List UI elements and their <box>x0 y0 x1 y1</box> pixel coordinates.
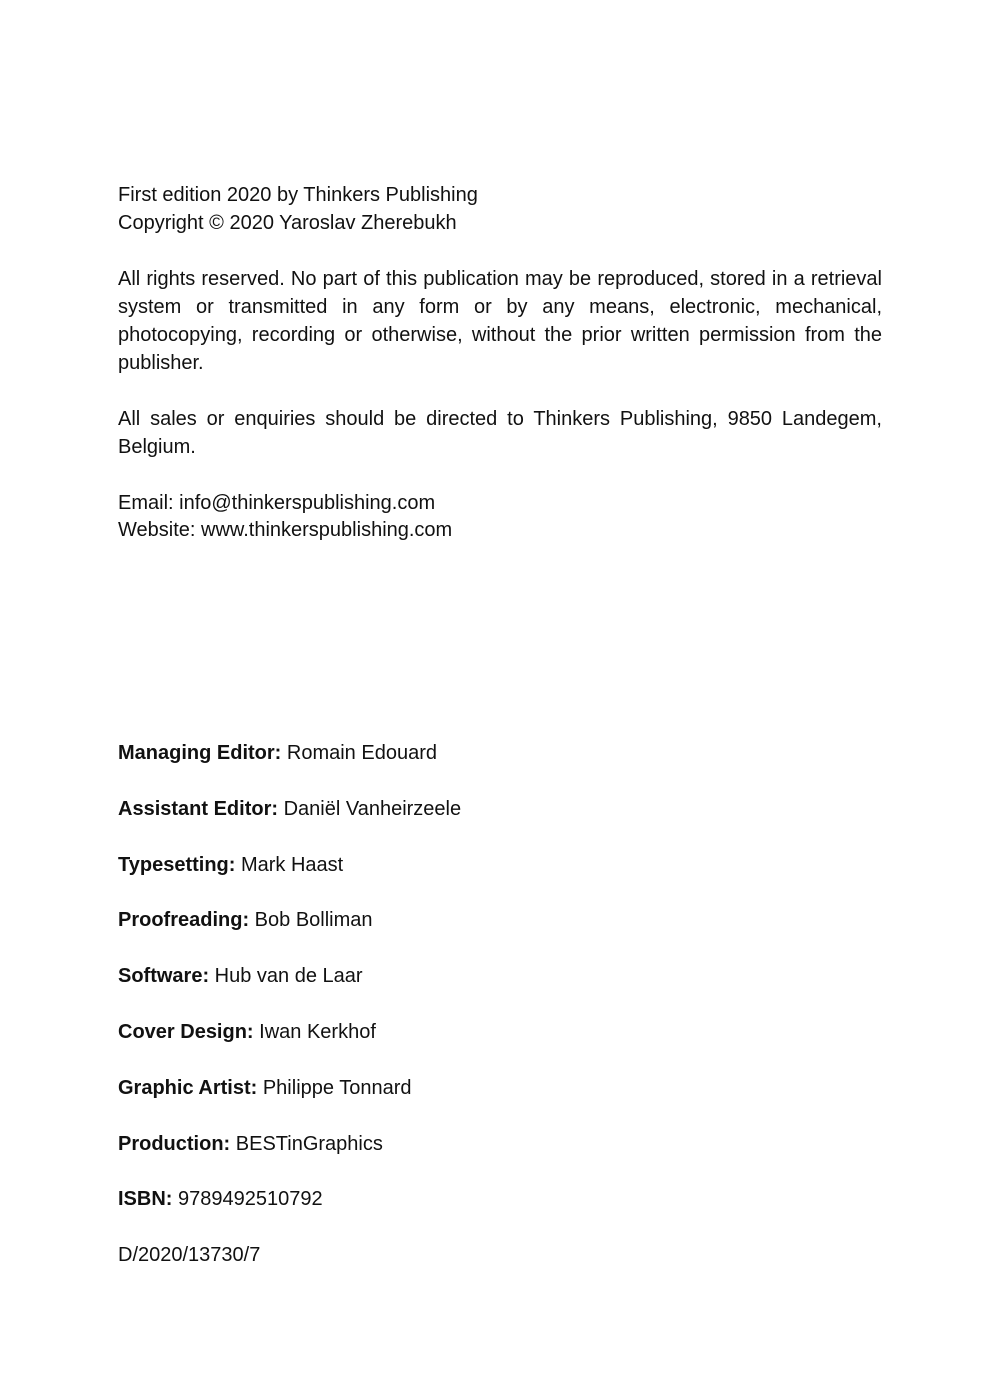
credit-managing-editor <box>118 739 437 767</box>
credit-value: BESTinGraphics <box>230 1133 383 1155</box>
credit-typesetting <box>118 851 343 879</box>
credit-label: Assistant Editor: <box>118 798 279 820</box>
credit-cover-design <box>118 1018 376 1046</box>
credit-production <box>118 1130 383 1158</box>
first-edition-line: First edition 2020 by Thinkers Publishing <box>118 184 478 206</box>
rights-reserved-paragraph: All rights reserved. No part of this publication may be reproduced, stored in a retrieval system or transmitted in any form or by any means, electronic, mechanical, photocopying, recording or otherwise, without the prior written permission from the publisher. <box>118 268 882 374</box>
legal-deposit-number: D/2020/13730/7 <box>118 1244 261 1266</box>
credit-value: Daniël Vanheirzeele <box>278 798 462 820</box>
credit-label: Graphic Artist: <box>118 1077 258 1099</box>
credit-value: Iwan Kerkhof <box>253 1021 376 1043</box>
copyright-line: Copyright © 2020 Yaroslav Zherebukh <box>118 212 457 234</box>
credit-label: ISBN: <box>118 1188 173 1210</box>
website-line: Website: www.thinkerspublishing.com <box>118 519 453 541</box>
credit-value: Romain Edouard <box>281 742 437 764</box>
credit-value: Mark Haast <box>235 854 344 876</box>
credit-value: Hub van de Laar <box>209 965 363 987</box>
credit-label: Typesetting: <box>118 854 236 876</box>
credit-label: Cover Design: <box>118 1021 254 1043</box>
credit-graphic-artist <box>118 1074 411 1102</box>
credit-label: Production: <box>118 1133 231 1155</box>
sales-enquiries-paragraph: All sales or enquiries should be directed to Thinkers Publishing, 9850 Landegem, Belgium. <box>118 408 882 458</box>
credit-label: Proofreading: <box>118 909 250 931</box>
credit-proofreading <box>118 906 373 934</box>
credit-isbn <box>118 1185 323 1213</box>
credit-label: Managing Editor: <box>118 742 282 764</box>
credit-value: 9789492510792 <box>172 1188 323 1210</box>
credit-value: Bob Bolliman <box>249 909 373 931</box>
credit-software <box>118 962 363 990</box>
credit-assistant-editor <box>118 795 461 823</box>
credit-value: Philippe Tonnard <box>257 1077 412 1099</box>
credit-label: Software: <box>118 965 210 987</box>
email-line: Email: info@thinkerspublishing.com <box>118 492 436 514</box>
